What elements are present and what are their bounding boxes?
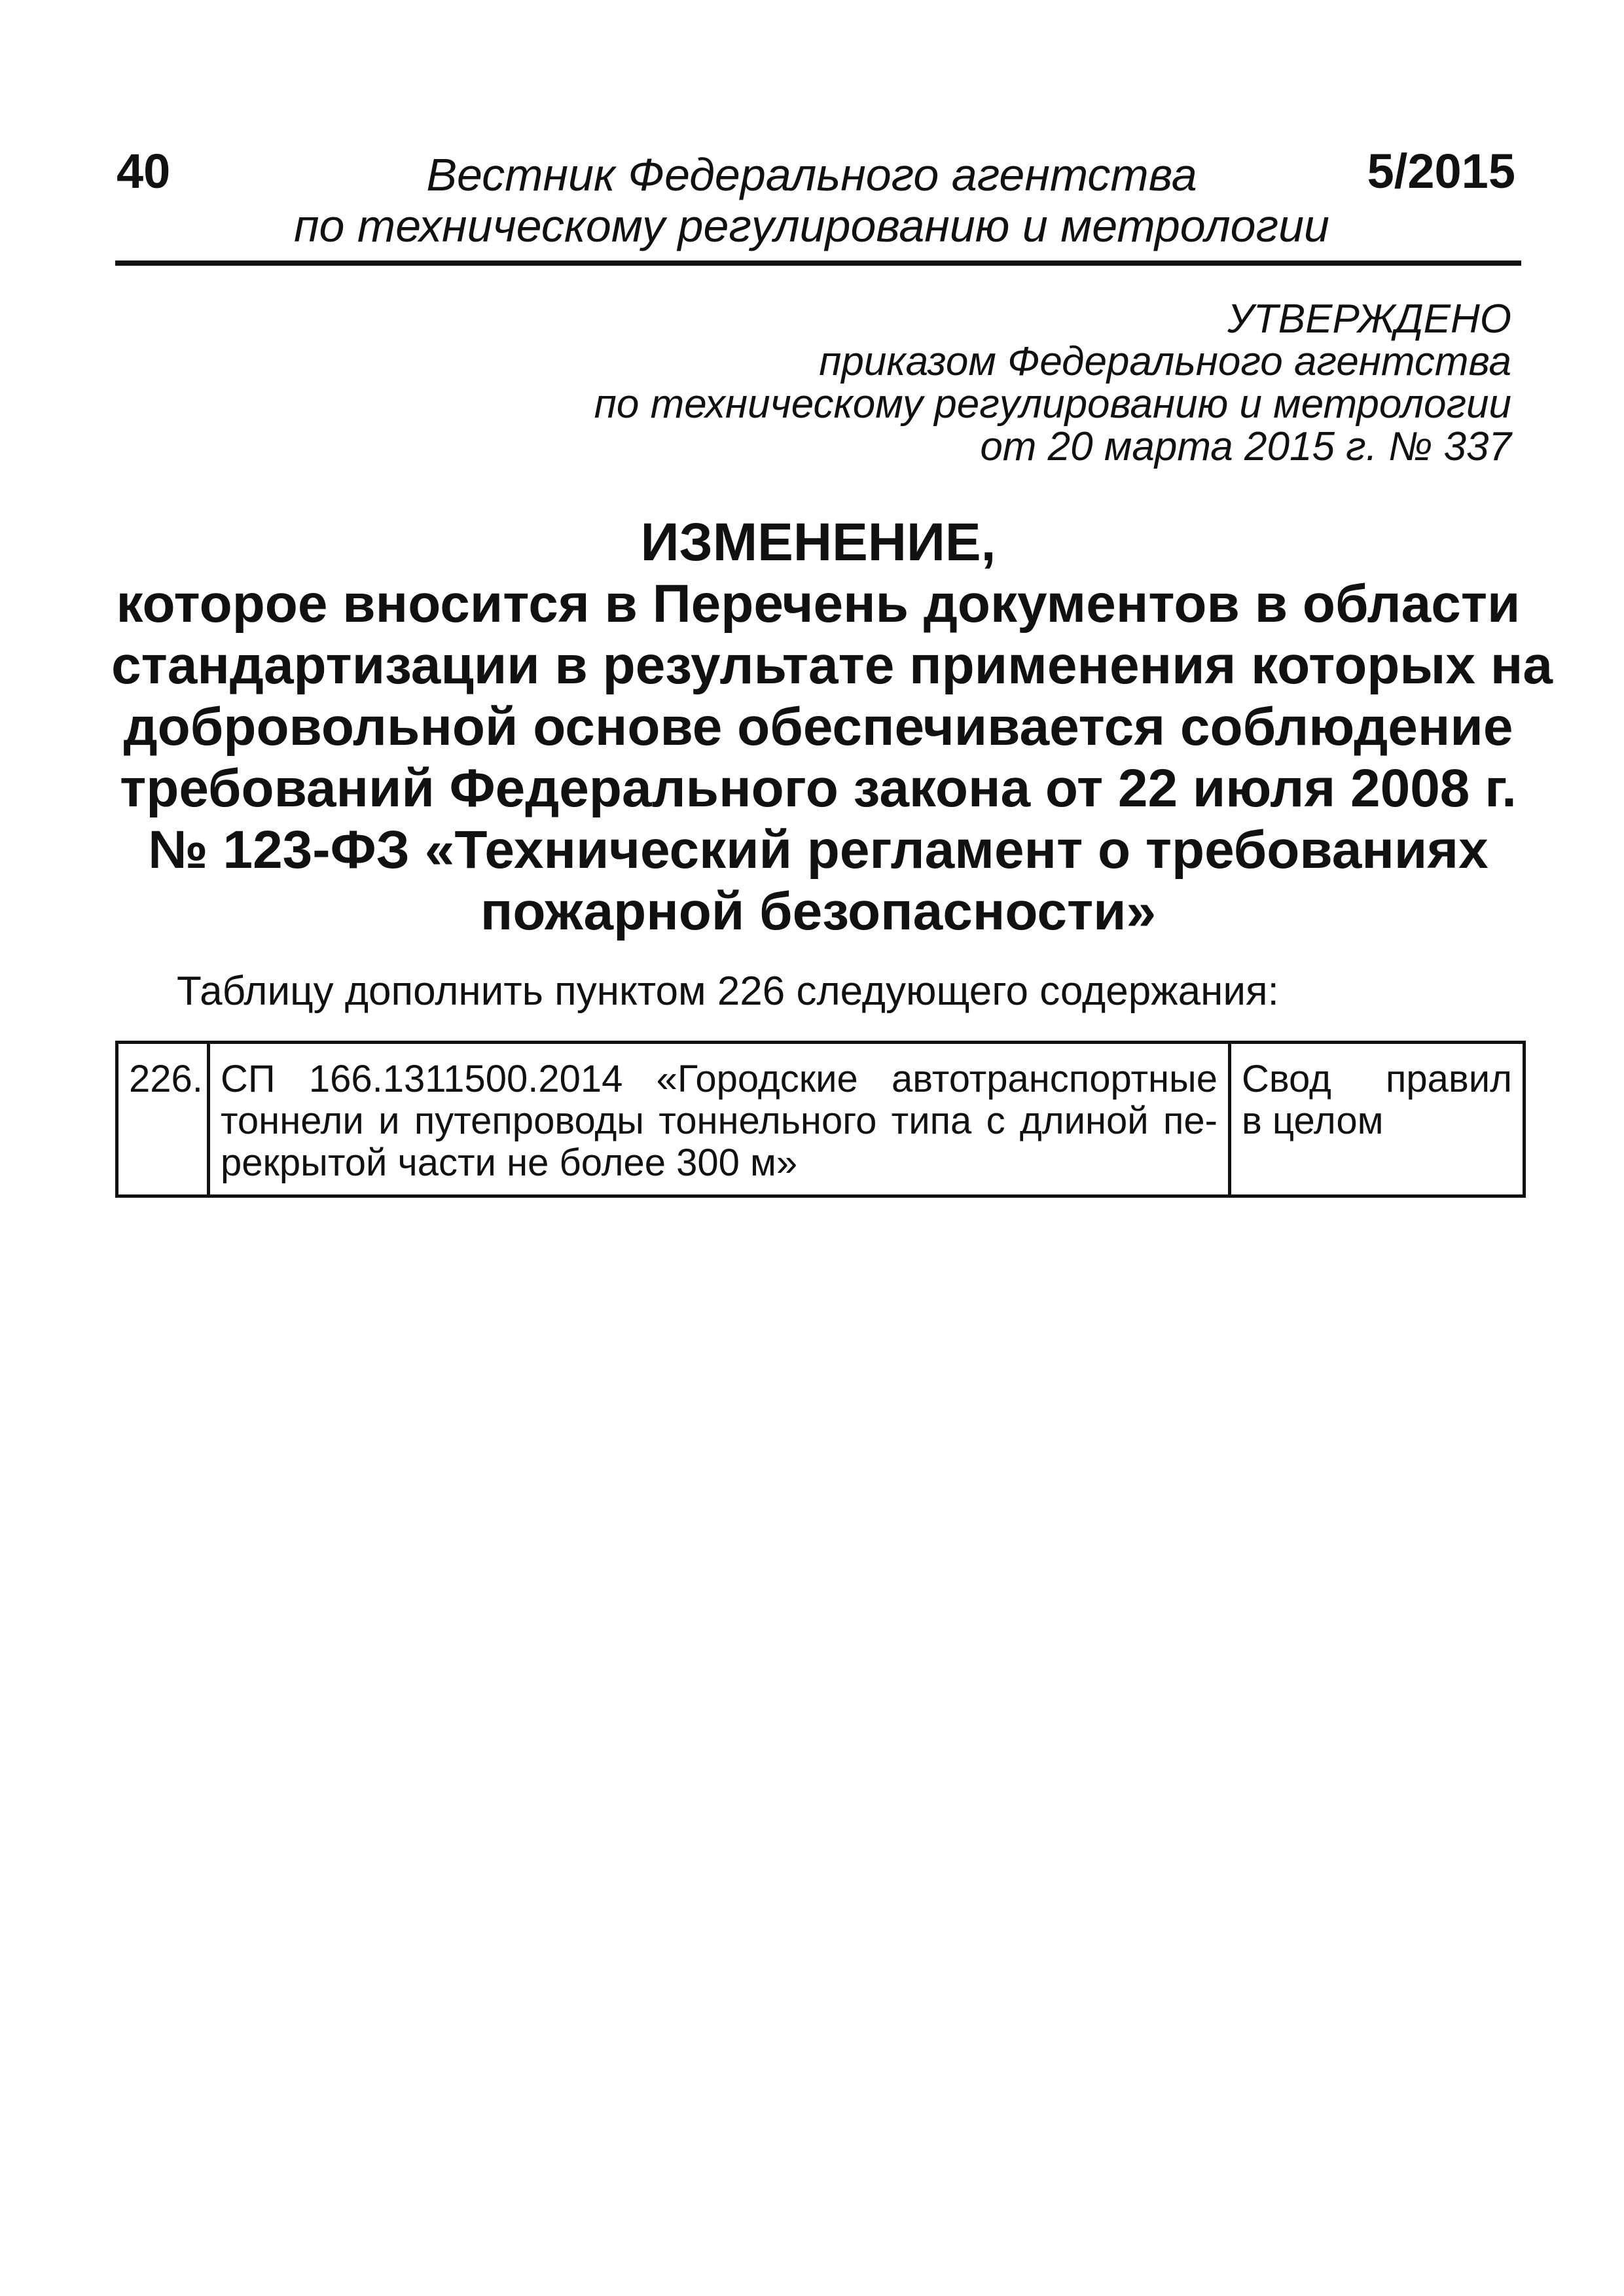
scope-text-line: в целом [1242,1100,1384,1142]
intro-paragraph: Таблицу дополнить пунктом 226 следующего содержания: [177,969,1279,1014]
table-row [117,1043,1525,1196]
issue-number: 5/2015 [1367,144,1515,198]
item-number: 226. [129,1058,203,1100]
scope-cell [1230,1043,1525,1196]
document-cell [209,1043,1230,1196]
journal-title-line: по техническому регулированию и метрологии [293,200,1329,251]
journal-title-line: Вестник Федерального агентства [426,149,1197,200]
page-number: 40 [117,144,171,198]
document-title-line: пожарной безопасности» [480,882,1157,941]
approval-stamp [399,298,1511,468]
document-title-line: ИЗМЕНЕНИЕ, [640,512,996,572]
approval-line: приказом Федерального агентства [819,339,1511,384]
document-text-line: СП 166.1311500.2014 «Городские автотранспортные [221,1058,1218,1100]
document-title-line: требований Федерального закона от 22 июля 2008 г. [120,759,1517,818]
header-divider [115,260,1521,266]
document-text-line: тоннели и путепроводы тоннельного типа с длиной пе- [221,1100,1218,1142]
document-title-line: № 123-ФЗ «Технический регламент о требованиях [148,820,1489,880]
approval-line: по техническому регулированию и метрологии [594,382,1511,427]
document-title-line: добровольной основе обеспечивается соблюдение [123,697,1513,757]
approval-line: УТВЕРЖДЕНО [1227,296,1511,342]
journal-title [164,149,1460,251]
document-title [111,512,1553,942]
document-title-line: стандартизации в результате применения которых на [111,636,1553,695]
document-title-line: которое вносится в Перечень документов в области [116,574,1521,634]
document-text-line: рекрытой части не более 300 м» [221,1141,798,1184]
item-number-cell [117,1043,209,1196]
amendment-table [115,1041,1526,1198]
approval-line: от 20 марта 2015 г. № 337 [980,424,1511,469]
scope-text-line: Свод правил [1242,1058,1512,1100]
